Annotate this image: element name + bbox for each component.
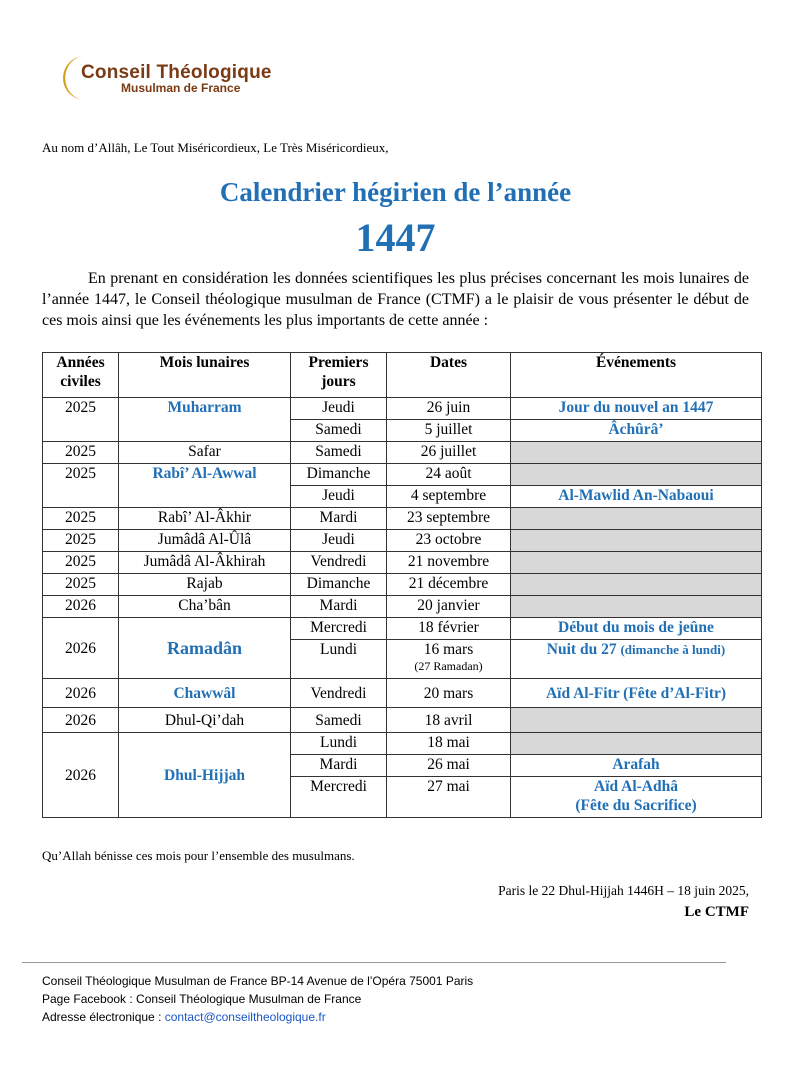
cell-date: 24 août	[387, 464, 511, 486]
table-row	[43, 508, 762, 530]
cell-year: 2026	[43, 618, 119, 679]
cell-day: Mercredi	[291, 618, 387, 640]
cell-year: 2025	[43, 464, 119, 508]
table-row	[43, 733, 762, 755]
cell-date: 21 novembre	[387, 552, 511, 574]
cell-month: Dhul-Hijjah	[119, 733, 291, 818]
table-row	[43, 464, 762, 486]
cell-day: Lundi	[291, 733, 387, 755]
cell-day: Samedi	[291, 420, 387, 442]
cell-date: 21 décembre	[387, 574, 511, 596]
cell-year: 2025	[43, 530, 119, 552]
cell-year: 2026	[43, 708, 119, 733]
cell-date: 18 avril	[387, 708, 511, 733]
event-line2: (Fête du Sacrifice)	[575, 797, 697, 814]
cell-event: Al-Mawlid An-Nabaoui	[511, 486, 762, 508]
cell-date: 27 mai	[387, 777, 511, 818]
cell-event-empty	[511, 596, 762, 618]
cell-day: Mardi	[291, 596, 387, 618]
cell-event: Jour du nouvel an 1447	[511, 398, 762, 420]
cell-day: Mardi	[291, 755, 387, 777]
cell-event-empty	[511, 733, 762, 755]
logo-line1: Conseil Théologique	[81, 62, 272, 83]
cell-year: 2026	[43, 733, 119, 818]
table-row	[43, 442, 762, 464]
cell-year: 2025	[43, 574, 119, 596]
cell-year: 2025	[43, 508, 119, 530]
place-date: Paris le 22 Dhul-Hijjah 1446H – 18 juin 2025,	[498, 883, 749, 898]
cell-event	[511, 640, 762, 679]
cell-date: 20 janvier	[387, 596, 511, 618]
cell-event	[511, 777, 762, 818]
event-text: Nuit du 27	[546, 641, 617, 658]
cell-event-empty	[511, 552, 762, 574]
cell-day: Samedi	[291, 708, 387, 733]
cell-date: 18 mai	[387, 733, 511, 755]
cell-year: 2025	[43, 398, 119, 442]
header-first-days: Premiers jours	[291, 353, 387, 398]
table-row	[43, 618, 762, 640]
cell-date: 26 juillet	[387, 442, 511, 464]
cell-day: Dimanche	[291, 464, 387, 486]
cell-event-empty	[511, 708, 762, 733]
cell-year: 2025	[43, 442, 119, 464]
ctmf-logo	[55, 52, 345, 102]
cell-month: Rajab	[119, 574, 291, 596]
cell-date: 18 février	[387, 618, 511, 640]
cell-date	[387, 640, 511, 679]
cell-date: 23 octobre	[387, 530, 511, 552]
cell-day: Jeudi	[291, 486, 387, 508]
cell-event-empty	[511, 442, 762, 464]
header-months: Mois lunaires	[119, 353, 291, 398]
cell-event-empty	[511, 508, 762, 530]
cell-month: Safar	[119, 442, 291, 464]
cell-event: Aïd Al-Fitr (Fête d’Al-Fitr)	[511, 679, 762, 708]
cell-date: 4 septembre	[387, 486, 511, 508]
cell-date: 23 septembre	[387, 508, 511, 530]
cell-event: Arafah	[511, 755, 762, 777]
date-text: 16 mars	[423, 641, 474, 658]
cell-year: 2025	[43, 552, 119, 574]
cell-date: 5 juillet	[387, 420, 511, 442]
email-link[interactable]: contact@conseiltheologique.fr	[164, 1010, 326, 1024]
event-note: (dimanche à lundi)	[620, 642, 726, 657]
date-note: (27 Ramadan)	[414, 659, 483, 673]
intro-paragraph: En prenant en considération les données scientifiques les plus précises concernant les mois lunaires de l’année 1447, le Conseil théologique musulman de France (CTMF) a le plaisir de vous présenter le début de ces mois ainsi que les événements les plus importants de cette année :	[42, 270, 749, 329]
event-line1: Aïd Al-Adhâ	[594, 778, 678, 795]
footer	[42, 972, 473, 1026]
page-title: Calendrier hégirien de l’année	[219, 177, 572, 207]
cell-day: Jeudi	[291, 398, 387, 420]
table-row	[43, 398, 762, 420]
table-row	[43, 679, 762, 708]
table-row	[43, 552, 762, 574]
cell-event: Âchûrâ’	[511, 420, 762, 442]
cell-event-empty	[511, 530, 762, 552]
table-row	[43, 574, 762, 596]
table-header-row	[43, 353, 762, 398]
calendar-table	[42, 352, 762, 818]
cell-month: Rabî’ Al-Awwal	[119, 464, 291, 508]
cell-day: Jeudi	[291, 530, 387, 552]
cell-event: Début du mois de jeûne	[511, 618, 762, 640]
cell-event-empty	[511, 574, 762, 596]
cell-month: Ramadân	[119, 618, 291, 679]
cell-month: Muharram	[119, 398, 291, 442]
cell-year: 2026	[43, 679, 119, 708]
cell-day: Samedi	[291, 442, 387, 464]
signature: Le CTMF	[684, 904, 749, 920]
cell-month: Jumâdâ Al-Âkhirah	[119, 552, 291, 574]
cell-date: 26 juin	[387, 398, 511, 420]
cell-year: 2026	[43, 596, 119, 618]
footer-email-row	[42, 1008, 473, 1026]
cell-month: Jumâdâ Al-Ûlâ	[119, 530, 291, 552]
cell-month: Rabî’ Al-Âkhir	[119, 508, 291, 530]
cell-day: Vendredi	[291, 679, 387, 708]
cell-date: 26 mai	[387, 755, 511, 777]
table-row	[43, 708, 762, 733]
cell-day: Vendredi	[291, 552, 387, 574]
header-years: Années civiles	[43, 353, 119, 398]
cell-month: Chawwâl	[119, 679, 291, 708]
table-row	[43, 596, 762, 618]
cell-month: Cha’bân	[119, 596, 291, 618]
footer-address: Conseil Théologique Musulman de France BP-14 Avenue de l’Opéra 75001 Paris	[42, 974, 474, 988]
cell-month: Dhul-Qi’dah	[119, 708, 291, 733]
cell-day: Dimanche	[291, 574, 387, 596]
footer-divider	[22, 962, 726, 963]
header-dates: Dates	[387, 353, 511, 398]
cell-day: Lundi	[291, 640, 387, 679]
logo-line2: Musulman de France	[121, 81, 241, 95]
cell-event-empty	[511, 464, 762, 486]
hijri-year: 1447	[355, 215, 436, 260]
salutation: Au nom d’Allâh, Le Tout Miséricordieux, Le Très Miséricordieux,	[42, 140, 389, 155]
cell-day: Mercredi	[291, 777, 387, 818]
cell-date: 20 mars	[387, 679, 511, 708]
header-events: Événements	[511, 353, 762, 398]
blessing-text: Qu’Allah bénisse ces mois pour l’ensemble des musulmans.	[42, 848, 355, 863]
cell-day: Mardi	[291, 508, 387, 530]
footer-facebook: Page Facebook : Conseil Théologique Musulman de France	[42, 992, 362, 1006]
footer-email-label: Adresse électronique :	[42, 1010, 165, 1024]
table-row	[43, 530, 762, 552]
